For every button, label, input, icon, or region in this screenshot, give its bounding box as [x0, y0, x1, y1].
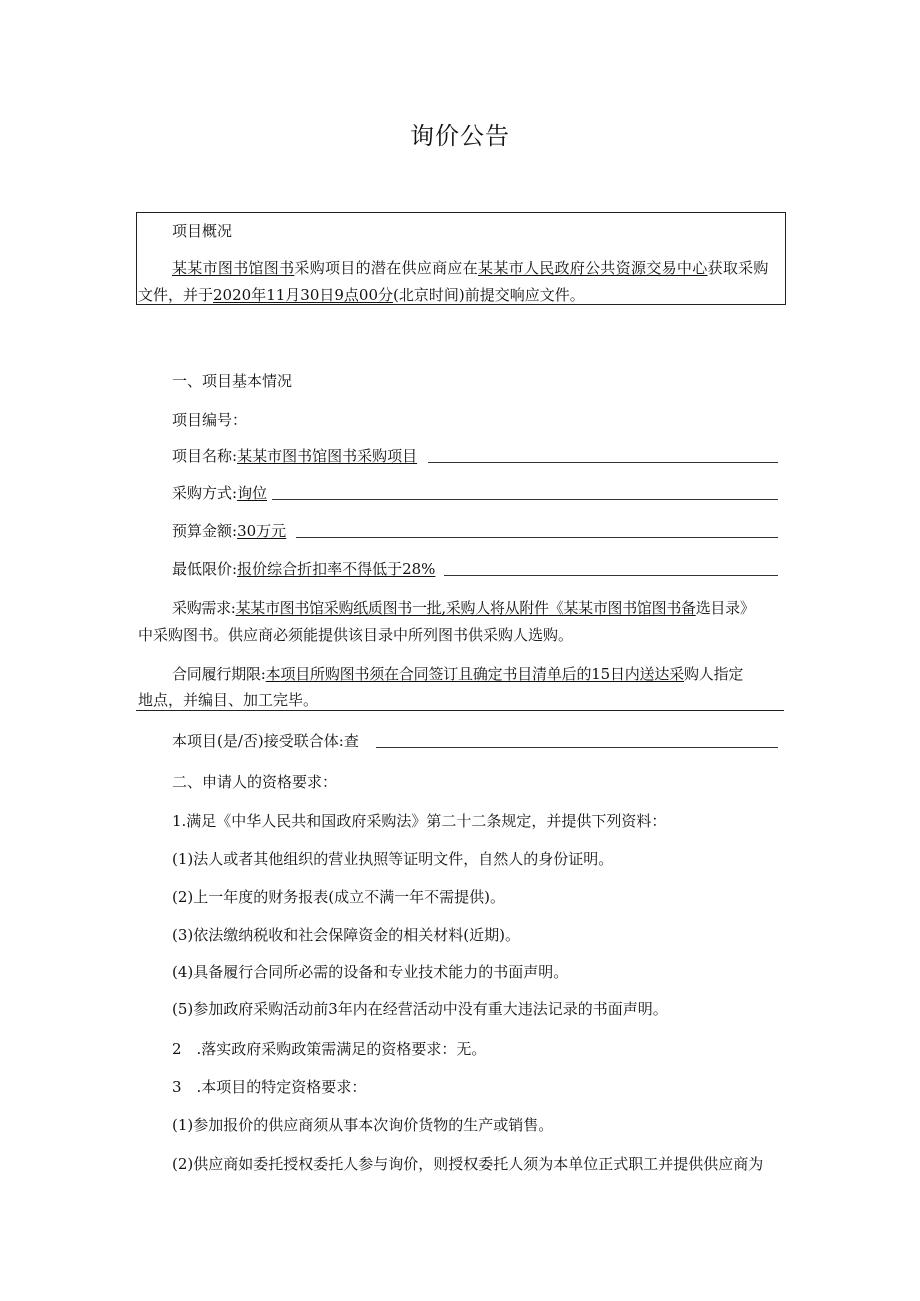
field-label: 项目名称:	[172, 447, 238, 465]
contract-period-row	[172, 664, 743, 684]
project-name-value: 某某市图书馆图书采购项目	[237, 447, 418, 465]
demand-tail: 选目录》	[695, 599, 755, 617]
demand-line-2: 中采购图书。供应商必须能提供该目录中所列图书供采购人选购。	[138, 626, 574, 644]
field-label: 合同履行期限:	[172, 665, 266, 683]
consortium-row	[172, 731, 359, 751]
fill-line	[428, 462, 778, 463]
consortium-value: 查	[343, 732, 359, 750]
overview-date: 2020年11月30日9点00分	[213, 286, 393, 304]
overview-text: (北京时间)前提交响应文件。	[393, 286, 585, 304]
contract-period-line-2: 地点，并编目、加工完毕。	[138, 691, 319, 709]
budget-value: 30万元	[237, 522, 287, 540]
field-label: 预算金额:	[172, 522, 238, 540]
fill-line	[444, 575, 778, 576]
separator-line	[136, 710, 784, 711]
fill-line	[376, 747, 778, 748]
procurement-method-row	[172, 483, 267, 503]
overview-text: 采购项目的潜在供应商应在	[294, 259, 479, 277]
field-label: 最低限价:	[172, 560, 238, 578]
field-label: 采购需求:	[172, 599, 236, 617]
contract-period-tail: 购人指定	[683, 665, 744, 683]
qualification-item: (4)具备履行合同所必需的设备和专业技术能力的书面声明。	[172, 963, 569, 981]
demand-row	[172, 598, 755, 618]
qualification-item: (3)依法缴纳税收和社会保障资金的相关材料(近期)。	[172, 926, 520, 944]
fill-line	[272, 499, 778, 500]
project-number: 项目编号：	[172, 411, 248, 429]
page-title: 询价公告	[410, 122, 510, 150]
qualification-item: (5)参加政府采购活动前3年内在经营活动中没有重大违法记录的书面声明。	[172, 1000, 668, 1018]
project-name-row	[172, 446, 417, 466]
section1-heading: 一、项目基本情况	[172, 372, 293, 390]
min-price-value: 报价综合折扣率不得低于28%	[237, 560, 436, 578]
qualification-item: 3 .本项目的特定资格要求：	[172, 1078, 367, 1096]
field-label: 本项目(是/否)接受联合体:	[172, 732, 344, 750]
qualification-item: 2 .落实政府采购政策需满足的资格要求：无。	[172, 1040, 487, 1058]
contract-period-value: 本项目所购图书须在合同签订且确定书目清单后的15日内送达采	[265, 665, 684, 683]
field-label: 采购方式:	[172, 484, 238, 502]
overview-text: 文件，并于	[138, 286, 214, 304]
procurement-method-value: 询位	[237, 484, 268, 502]
qualification-item: (1)法人或者其他组织的营业执照等证明文件，自然人的身份证明。	[172, 850, 614, 868]
overview-project-name: 某某市图书馆图书	[172, 259, 295, 277]
overview-heading: 项目概况	[172, 222, 233, 240]
qualification-item: (2)供应商如委托授权委托人参与询价，则授权委托人须为本单位正式职工并提供供应商为	[172, 1155, 764, 1173]
overview-line-1	[172, 258, 769, 278]
min-price-row	[172, 559, 435, 579]
fill-line	[296, 537, 778, 538]
demand-value: 某某市图书馆采购纸质图书一批,采购人将从附件《某某市图书馆图书备	[235, 599, 696, 617]
qualification-item: (1)参加报价的供应商须从事本次询价货物的生产或销售。	[172, 1116, 554, 1134]
qualification-item: 1.满足《中华人民共和国政府采购法》第二十二条规定，并提供下列资料：	[172, 812, 667, 830]
section2-heading: 二、申请人的资格要求：	[172, 773, 338, 791]
qualification-item: (2)上一年度的财务报表(成立不满一年不需提供)。	[172, 888, 505, 906]
overview-text: 获取采购	[707, 259, 769, 277]
budget-row	[172, 521, 286, 541]
overview-line-2	[138, 285, 585, 305]
overview-place: 某某市人民政府公共资源交易中心	[478, 259, 708, 277]
